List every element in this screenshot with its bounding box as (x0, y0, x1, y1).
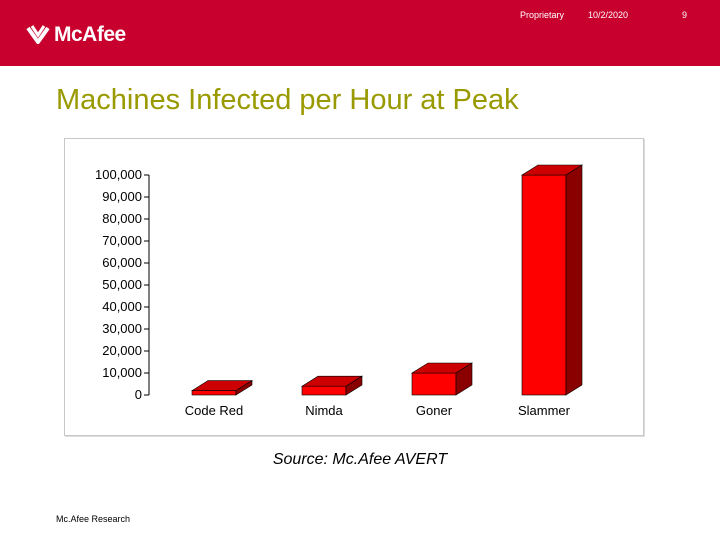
y-tick-label: 40,000 (102, 299, 142, 314)
bar-front (522, 175, 566, 395)
bar-goner (412, 363, 472, 395)
x-tick-label: Nimda (305, 403, 343, 418)
header-band (0, 0, 720, 66)
y-tick-label: 30,000 (102, 321, 142, 336)
x-tick-label: Slammer (517, 403, 571, 418)
bar-nimda (302, 376, 362, 395)
y-tick-label: 70,000 (102, 233, 142, 248)
bar-slammer (522, 165, 582, 395)
page-number: 9 (682, 10, 688, 20)
slide-date: 10/2/2020 (588, 10, 629, 20)
y-tick-label: 80,000 (102, 211, 142, 226)
bar-chart (65, 139, 643, 435)
y-tick-label: 0 (134, 387, 142, 402)
page-title: Machines Infected per Hour at Peak (56, 84, 519, 116)
proprietary-label: Proprietary (520, 10, 565, 20)
bar-code-red (192, 381, 252, 395)
bar-front (302, 386, 346, 395)
y-tick-label: 50,000 (102, 277, 142, 292)
shield-logo-icon (24, 22, 52, 50)
y-tick-label: 60,000 (102, 255, 142, 270)
brand-name: McAfee (54, 23, 126, 46)
x-tick-label: Goner (415, 403, 453, 418)
bar-side (566, 165, 582, 395)
mcafee-logo (24, 22, 134, 52)
x-tick-label: Code Red (184, 403, 244, 418)
source-caption: Source: Mc.Afee AVERT (272, 451, 448, 468)
y-tick-label: 100,000 (95, 167, 142, 182)
bar-front (192, 391, 236, 395)
chart-frame (64, 138, 644, 436)
y-tick-label: 10,000 (102, 365, 142, 380)
footer-text: Mc.Afee Research (56, 514, 131, 524)
y-tick-label: 90,000 (102, 189, 142, 204)
y-tick-label: 20,000 (102, 343, 142, 358)
bar-front (412, 373, 456, 395)
